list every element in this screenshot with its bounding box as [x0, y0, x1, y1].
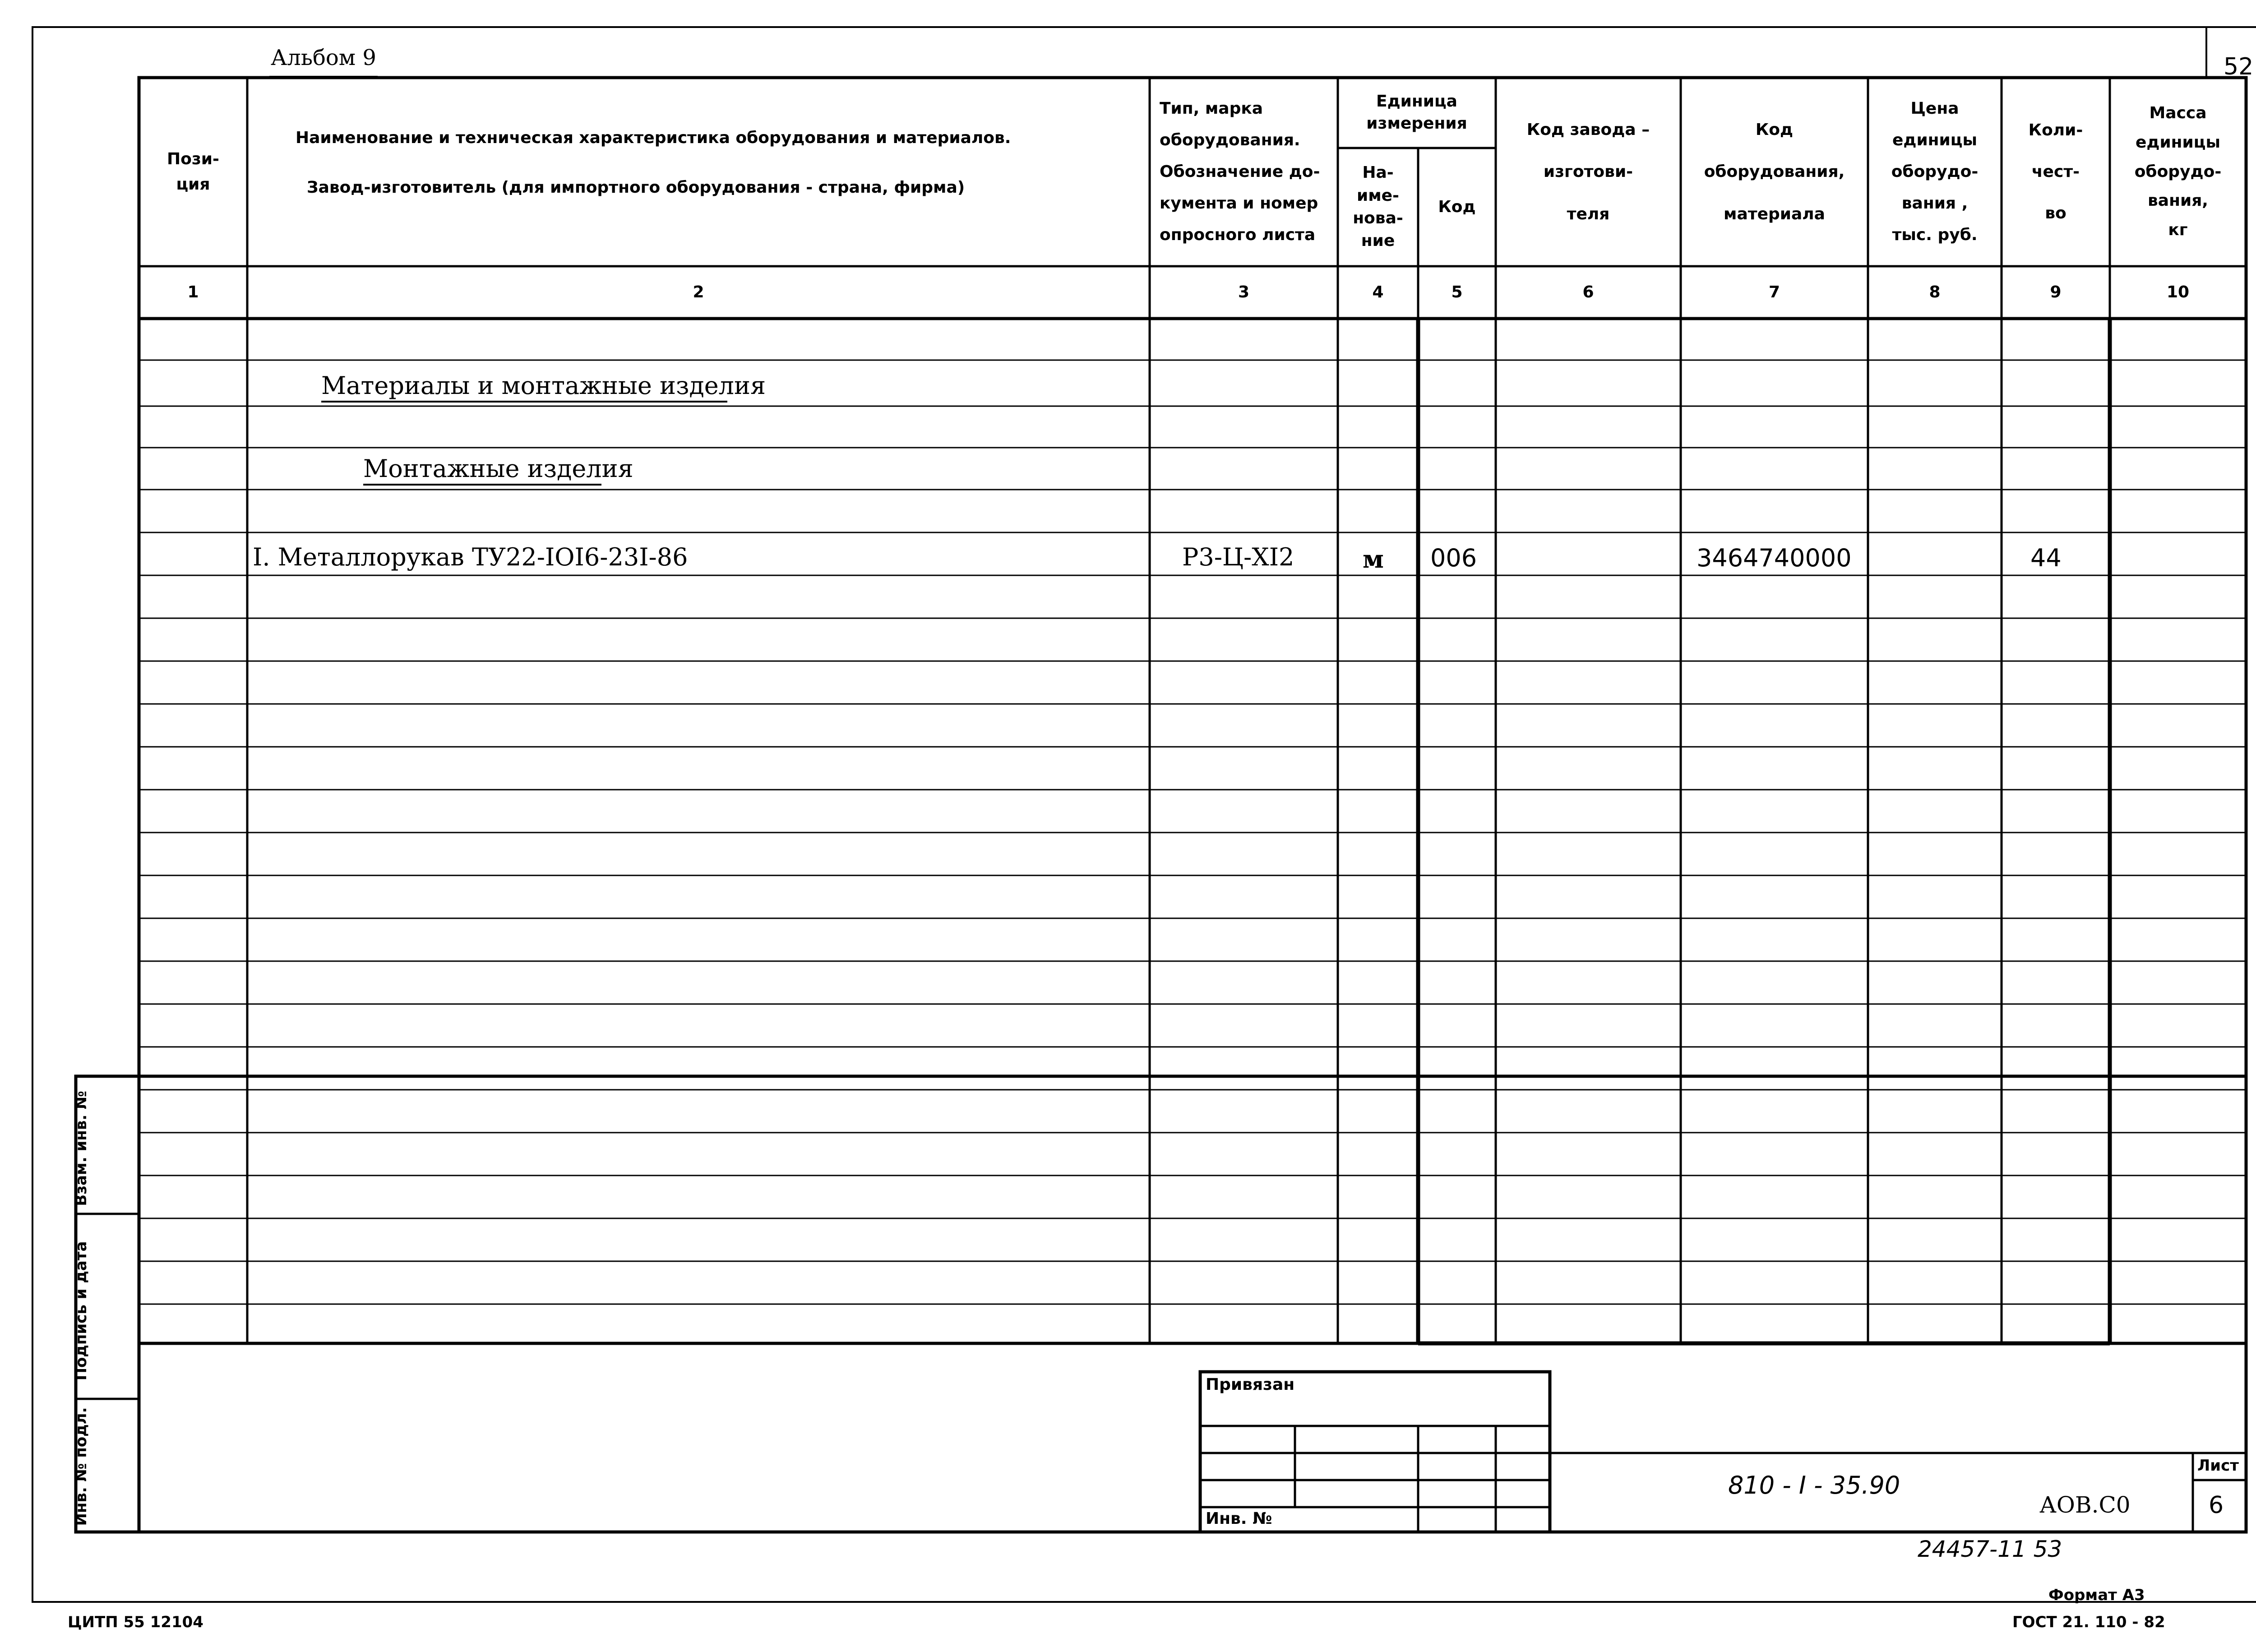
- header-quantity: Коли- чест- во: [2028, 121, 2083, 222]
- column-number-8: 8: [1929, 283, 1941, 302]
- item-name: I. Металлорукав ТУ22-IOI6-23I-86: [253, 543, 688, 571]
- album-label: Альбом 9: [271, 45, 376, 70]
- format-label: Формат А3: [2048, 1586, 2145, 1604]
- header-name-line2: Завод-изготовитель (для импортного оборудования - страна, фирма): [307, 178, 965, 197]
- privyazan-label: Привязан: [1206, 1375, 1295, 1394]
- stamp-podpis-data: Подпись и дата: [72, 1241, 90, 1381]
- header-factory-code: Код завода – изготови- теля: [1526, 120, 1650, 223]
- citp-label: ЦИТП 55 12104: [68, 1613, 203, 1631]
- header-position: Пози- ция: [167, 150, 219, 194]
- header-material-code: Код оборудования, материала: [1704, 120, 1845, 223]
- header-name-line1: Наименование и техническая характеристика оборудования и материалов.: [296, 129, 1011, 147]
- header-price: Цена единицы оборудо- вания , тыс. руб.: [1891, 99, 1979, 245]
- document-mark: АОВ.С0: [2039, 1492, 2131, 1518]
- section-materials: Материалы и монтажные изделия: [321, 371, 766, 400]
- item-material-code: 3464740000: [1697, 544, 1852, 572]
- header-unit-group: Единица измерения: [1366, 92, 1467, 133]
- sheet-number: 6: [2209, 1492, 2224, 1519]
- header-type: Тип, марка оборудования. Обозначение до- кумента и номер опросного листа: [1160, 99, 1320, 245]
- document-code: 810 - I - 35.90: [1728, 1471, 1900, 1499]
- section-materials-underline: [321, 401, 727, 403]
- column-number-10: 10: [2166, 283, 2190, 302]
- gost-label: ГОСТ 21. 110 - 82: [2012, 1613, 2165, 1631]
- item-unit: м: [1363, 545, 1384, 574]
- section-mounting-underline: [363, 484, 601, 486]
- item-type: Р3-Ц-ХI2: [1182, 543, 1294, 571]
- page-number: 52: [2224, 53, 2254, 80]
- header-unit-code: Код: [1438, 198, 1476, 217]
- stamp-vzam-inv: Взам. инв. №: [72, 1091, 90, 1206]
- handwritten-number: 24457-11 53: [1918, 1536, 2062, 1562]
- column-number-5: 5: [1451, 283, 1463, 302]
- column-number-2: 2: [693, 283, 704, 302]
- header-unit-name: На- име- нова- ние: [1353, 163, 1403, 250]
- item-quantity: 44: [2030, 544, 2062, 572]
- stamp-inv-podl: Инв. № подл.: [72, 1407, 90, 1526]
- sheet-label: Лист: [2197, 1457, 2239, 1475]
- column-number-6: 6: [1582, 283, 1594, 302]
- inv-no-label: Инв. №: [1206, 1509, 1272, 1528]
- item-unit-code: 006: [1430, 544, 1477, 572]
- column-number-7: 7: [1768, 283, 1780, 302]
- column-number-3: 3: [1238, 283, 1250, 302]
- column-number-1: 1: [187, 283, 199, 302]
- header-mass: Масса единицы оборудо- вания, кг: [2134, 104, 2222, 240]
- column-number-9: 9: [2050, 283, 2062, 302]
- column-number-4: 4: [1372, 283, 1384, 302]
- section-mounting: Монтажные изделия: [363, 454, 633, 483]
- album-underline: [269, 76, 378, 78]
